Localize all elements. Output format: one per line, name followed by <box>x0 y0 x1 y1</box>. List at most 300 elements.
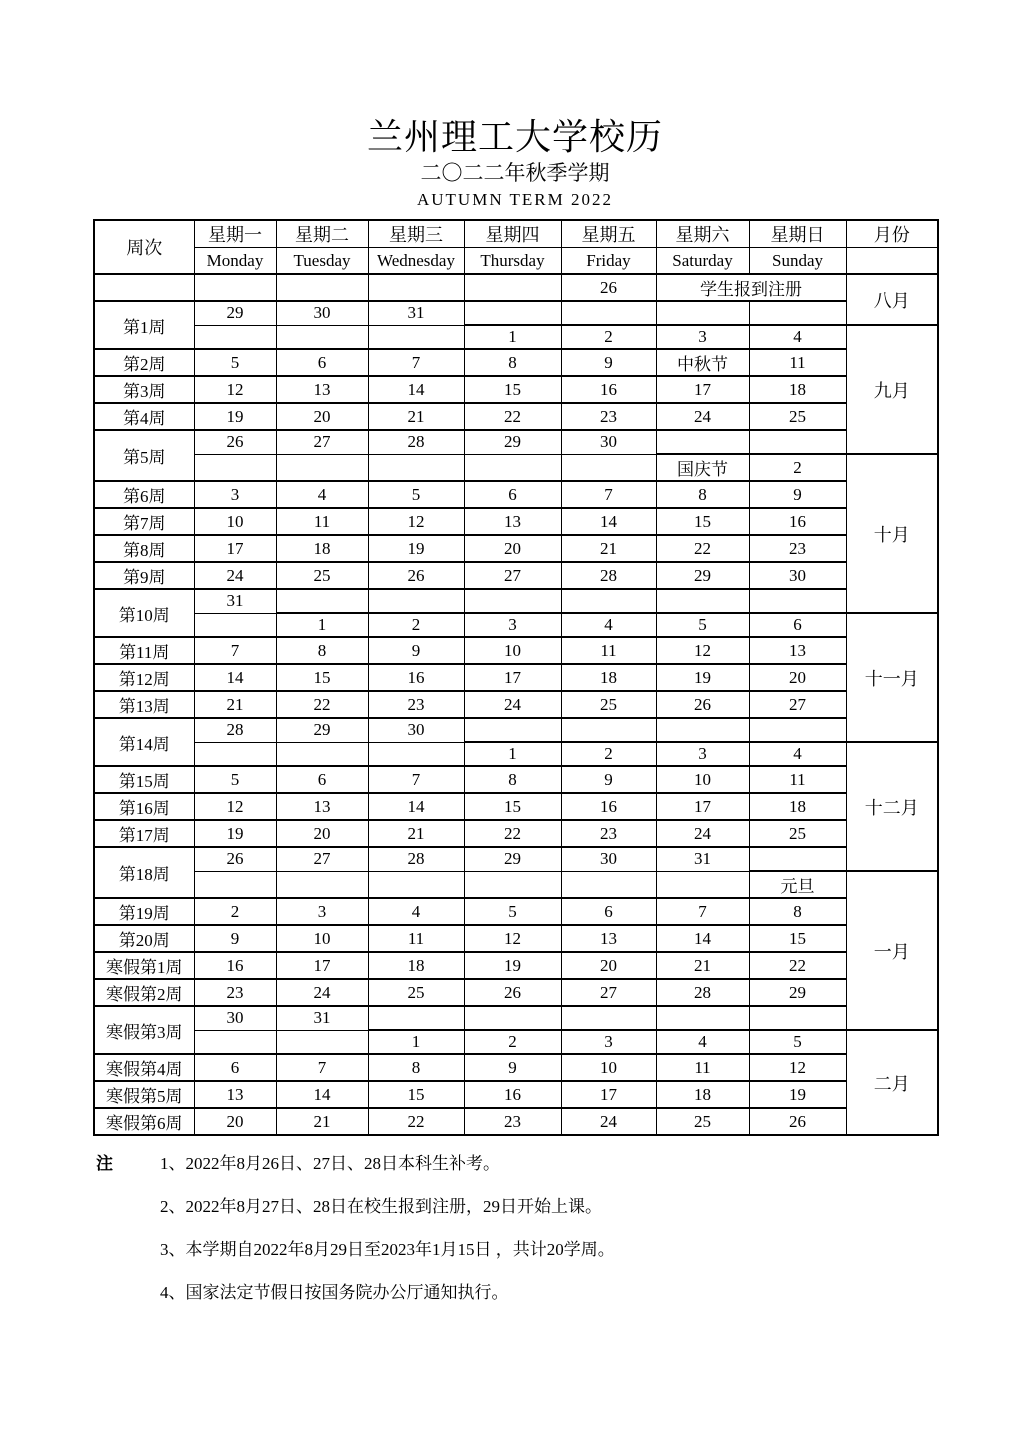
empty-cell <box>561 1006 656 1030</box>
month-label: 八月 <box>846 274 938 325</box>
date-cell: 30 <box>749 562 846 589</box>
empty-cell <box>276 589 368 613</box>
date-cell: 11 <box>749 766 846 793</box>
date-cell: 5 <box>464 898 561 925</box>
date-cell: 1 <box>368 1030 464 1054</box>
date-cell: 6 <box>749 613 846 637</box>
empty-cell <box>194 613 276 637</box>
date-cell: 29 <box>656 562 749 589</box>
empty-cell <box>464 589 561 613</box>
date-cell: 22 <box>749 952 846 979</box>
week-label: 第15周 <box>94 766 194 793</box>
date-cell: 29 <box>464 847 561 871</box>
date-cell: 9 <box>368 637 464 664</box>
date-cell: 17 <box>194 535 276 562</box>
date-cell: 8 <box>656 481 749 508</box>
notes-label: 注 <box>96 1154 113 1173</box>
date-cell: 4 <box>749 742 846 766</box>
empty-cell <box>656 589 749 613</box>
date-cell: 24 <box>194 562 276 589</box>
date-cell: 17 <box>276 952 368 979</box>
date-cell: 2 <box>749 454 846 481</box>
date-cell: 29 <box>194 301 276 325</box>
notes-list <box>160 1153 615 1325</box>
calendar-row <box>94 979 938 1006</box>
date-cell: 21 <box>368 820 464 847</box>
empty-cell <box>464 274 561 301</box>
date-cell: 13 <box>276 793 368 820</box>
date-cell: 23 <box>561 403 656 430</box>
date-cell: 18 <box>749 376 846 403</box>
week-label: 寒假第5周 <box>94 1081 194 1108</box>
calendar-row <box>94 274 938 301</box>
date-cell: 10 <box>561 1054 656 1081</box>
week-label: 寒假第2周 <box>94 979 194 1006</box>
date-cell: 27 <box>276 430 368 454</box>
date-cell: 16 <box>194 952 276 979</box>
date-cell: 17 <box>561 1081 656 1108</box>
calendar-row <box>94 952 938 979</box>
date-cell: 23 <box>561 820 656 847</box>
date-cell: 30 <box>276 301 368 325</box>
month-label: 一月 <box>846 871 938 1030</box>
calendar-row <box>94 637 938 664</box>
date-cell: 24 <box>656 403 749 430</box>
day-header-en: Sunday <box>749 248 846 275</box>
date-cell: 4 <box>749 325 846 349</box>
date-cell: 15 <box>368 1081 464 1108</box>
date-cell: 22 <box>368 1108 464 1135</box>
date-cell: 25 <box>656 1108 749 1135</box>
month-column-header: 月份 <box>846 220 938 248</box>
date-cell: 3 <box>194 481 276 508</box>
date-cell: 3 <box>276 898 368 925</box>
empty-cell <box>276 1030 368 1054</box>
date-cell: 6 <box>561 898 656 925</box>
date-cell: 25 <box>749 403 846 430</box>
date-cell: 14 <box>276 1081 368 1108</box>
empty-cell <box>464 454 561 481</box>
date-cell: 14 <box>368 376 464 403</box>
empty-cell <box>749 1006 846 1030</box>
calendar-row <box>94 1006 938 1030</box>
date-cell: 21 <box>194 691 276 718</box>
calendar-body <box>94 274 938 1135</box>
date-cell: 16 <box>368 664 464 691</box>
calendar-row <box>94 430 938 454</box>
date-cell: 21 <box>656 952 749 979</box>
week-label: 寒假第3周 <box>94 1006 194 1054</box>
date-cell: 15 <box>749 925 846 952</box>
date-cell: 3 <box>656 742 749 766</box>
date-cell: 8 <box>368 1054 464 1081</box>
date-cell: 15 <box>464 793 561 820</box>
date-cell: 31 <box>276 1006 368 1030</box>
calendar-row <box>94 742 938 766</box>
date-cell: 25 <box>368 979 464 1006</box>
date-cell: 19 <box>368 535 464 562</box>
date-cell: 3 <box>464 613 561 637</box>
date-cell: 5 <box>656 613 749 637</box>
date-cell: 6 <box>276 766 368 793</box>
empty-cell <box>194 871 276 898</box>
week-label: 第10周 <box>94 589 194 637</box>
date-cell: 17 <box>464 664 561 691</box>
date-cell: 1 <box>464 325 561 349</box>
date-cell: 13 <box>464 508 561 535</box>
date-cell: 8 <box>464 766 561 793</box>
day-header-en: Friday <box>561 248 656 275</box>
day-header-cn: 星期二 <box>276 220 368 248</box>
date-cell: 11 <box>561 637 656 664</box>
calendar-row <box>94 871 938 898</box>
month-label: 十一月 <box>846 613 938 742</box>
week-label: 第19周 <box>94 898 194 925</box>
day-header-cn: 星期六 <box>656 220 749 248</box>
date-cell: 5 <box>194 766 276 793</box>
date-cell: 25 <box>561 691 656 718</box>
date-cell: 18 <box>561 664 656 691</box>
empty-cell <box>561 871 656 898</box>
empty-cell <box>656 1006 749 1030</box>
empty-cell <box>276 742 368 766</box>
date-cell: 17 <box>656 793 749 820</box>
date-cell: 28 <box>368 430 464 454</box>
date-cell: 31 <box>368 301 464 325</box>
date-cell: 19 <box>194 403 276 430</box>
calendar-row <box>94 766 938 793</box>
date-cell: 30 <box>368 718 464 742</box>
date-cell: 9 <box>749 481 846 508</box>
empty-cell <box>368 454 464 481</box>
week-label: 第7周 <box>94 508 194 535</box>
day-header-cn: 星期一 <box>194 220 276 248</box>
calendar-row <box>94 325 938 349</box>
day-header-cn: 星期四 <box>464 220 561 248</box>
empty-cell <box>749 589 846 613</box>
date-cell: 12 <box>194 793 276 820</box>
date-cell: 3 <box>561 1030 656 1054</box>
empty-cell <box>276 871 368 898</box>
empty-cell <box>749 430 846 454</box>
calendar-row <box>94 589 938 613</box>
calendar-row <box>94 664 938 691</box>
calendar-row <box>94 1030 938 1054</box>
empty-cell <box>464 301 561 325</box>
empty-cell <box>194 1030 276 1054</box>
date-cell: 2 <box>368 613 464 637</box>
calendar-header <box>94 220 938 274</box>
date-cell: 22 <box>464 820 561 847</box>
week-label: 第2周 <box>94 349 194 376</box>
calendar-row <box>94 481 938 508</box>
month-label: 十二月 <box>846 742 938 871</box>
note-item: 2、2022年8月27日、28日在校生报到注册，29日开始上课。 <box>160 1197 602 1216</box>
empty-cell <box>749 847 846 871</box>
date-cell: 4 <box>276 481 368 508</box>
date-cell: 24 <box>561 1108 656 1135</box>
date-cell: 22 <box>656 535 749 562</box>
page-title: 兰州理工大学校历 <box>366 117 663 157</box>
empty-cell <box>464 1006 561 1030</box>
notes-section <box>93 1153 937 1325</box>
date-cell: 28 <box>561 562 656 589</box>
day-header-cn: 星期日 <box>749 220 846 248</box>
document-content <box>93 0 937 1325</box>
date-cell: 27 <box>749 691 846 718</box>
date-cell: 24 <box>276 979 368 1006</box>
date-cell: 19 <box>656 664 749 691</box>
empty-cell <box>276 325 368 349</box>
calendar-row <box>94 301 938 325</box>
date-cell: 2 <box>561 325 656 349</box>
date-cell: 11 <box>276 508 368 535</box>
event-cell: 学生报到注册 <box>656 274 846 301</box>
empty-cell <box>368 325 464 349</box>
empty-cell <box>561 454 656 481</box>
date-cell: 20 <box>561 952 656 979</box>
term-subtitle: 二〇二二年秋季学期 <box>420 161 610 185</box>
calendar-row <box>94 403 938 430</box>
month-label: 十月 <box>846 454 938 613</box>
date-cell: 12 <box>368 508 464 535</box>
date-cell: 15 <box>276 664 368 691</box>
date-cell: 31 <box>656 847 749 871</box>
date-cell: 26 <box>464 979 561 1006</box>
date-cell: 18 <box>368 952 464 979</box>
date-cell: 23 <box>464 1108 561 1135</box>
note-item: 4、国家法定节假日按国务院办公厅通知执行。 <box>160 1283 509 1302</box>
date-cell: 31 <box>194 589 276 613</box>
date-cell: 27 <box>561 979 656 1006</box>
date-cell: 26 <box>656 691 749 718</box>
empty-cell <box>656 871 749 898</box>
date-cell: 25 <box>749 820 846 847</box>
term-subtitle-english: AUTUMN TERM 2022 <box>416 190 614 209</box>
week-label: 第12周 <box>94 664 194 691</box>
date-cell: 27 <box>276 847 368 871</box>
week-label: 第5周 <box>94 430 194 481</box>
date-cell: 29 <box>749 979 846 1006</box>
week-label: 第13周 <box>94 691 194 718</box>
date-cell: 2 <box>194 898 276 925</box>
date-cell: 7 <box>368 766 464 793</box>
date-cell: 26 <box>749 1108 846 1135</box>
date-cell: 30 <box>561 847 656 871</box>
event-cell: 国庆节 <box>656 454 749 481</box>
week-label: 第20周 <box>94 925 194 952</box>
calendar-row <box>94 898 938 925</box>
date-cell: 27 <box>464 562 561 589</box>
date-cell: 4 <box>561 613 656 637</box>
day-header-en: Tuesday <box>276 248 368 275</box>
date-cell: 11 <box>368 925 464 952</box>
date-cell: 18 <box>749 793 846 820</box>
day-header-cn: 星期五 <box>561 220 656 248</box>
date-cell: 19 <box>749 1081 846 1108</box>
week-label: 第17周 <box>94 820 194 847</box>
calendar-row <box>94 925 938 952</box>
empty-cell <box>368 274 464 301</box>
month-label: 二月 <box>846 1030 938 1135</box>
date-cell: 9 <box>464 1054 561 1081</box>
date-cell: 20 <box>749 664 846 691</box>
date-cell: 11 <box>749 349 846 376</box>
date-cell: 24 <box>656 820 749 847</box>
calendar-row <box>94 793 938 820</box>
week-label: 第6周 <box>94 481 194 508</box>
week-label: 第8周 <box>94 535 194 562</box>
date-cell: 23 <box>749 535 846 562</box>
empty-cell <box>656 718 749 742</box>
date-cell: 8 <box>749 898 846 925</box>
day-header-en: Wednesday <box>368 248 464 275</box>
date-cell: 12 <box>194 376 276 403</box>
date-cell: 13 <box>276 376 368 403</box>
week-label: 第14周 <box>94 718 194 766</box>
week-label <box>94 274 194 301</box>
date-cell: 28 <box>656 979 749 1006</box>
date-cell: 3 <box>656 325 749 349</box>
empty-cell <box>368 1006 464 1030</box>
date-cell: 24 <box>464 691 561 718</box>
calendar-row <box>94 349 938 376</box>
date-cell: 23 <box>368 691 464 718</box>
date-cell: 16 <box>464 1081 561 1108</box>
date-cell: 28 <box>368 847 464 871</box>
week-label: 寒假第1周 <box>94 952 194 979</box>
date-cell: 18 <box>276 535 368 562</box>
week-label: 第1周 <box>94 301 194 349</box>
date-cell: 30 <box>194 1006 276 1030</box>
date-cell: 2 <box>561 742 656 766</box>
date-cell: 7 <box>656 898 749 925</box>
date-cell: 10 <box>194 508 276 535</box>
empty-cell <box>561 301 656 325</box>
date-cell: 22 <box>276 691 368 718</box>
date-cell: 8 <box>276 637 368 664</box>
week-label: 第9周 <box>94 562 194 589</box>
day-header-cn: 星期三 <box>368 220 464 248</box>
empty-cell <box>561 589 656 613</box>
empty-cell <box>194 274 276 301</box>
date-cell: 6 <box>276 349 368 376</box>
date-cell: 14 <box>656 925 749 952</box>
month-label: 九月 <box>846 325 938 454</box>
week-label: 第16周 <box>94 793 194 820</box>
date-cell: 13 <box>194 1081 276 1108</box>
week-label: 寒假第4周 <box>94 1054 194 1081</box>
week-label: 第18周 <box>94 847 194 898</box>
week-column-header: 周次 <box>94 220 194 274</box>
date-cell: 26 <box>561 274 656 301</box>
calendar-row <box>94 508 938 535</box>
empty-cell <box>656 301 749 325</box>
date-cell: 5 <box>194 349 276 376</box>
date-cell: 21 <box>276 1108 368 1135</box>
date-cell: 28 <box>194 718 276 742</box>
calendar-row <box>94 1108 938 1135</box>
day-header-en: Saturday <box>656 248 749 275</box>
calendar-row <box>94 535 938 562</box>
month-header-spacer <box>846 248 938 275</box>
empty-cell <box>561 718 656 742</box>
date-cell: 15 <box>656 508 749 535</box>
calendar-row <box>94 613 938 637</box>
date-cell: 21 <box>561 535 656 562</box>
date-cell: 13 <box>561 925 656 952</box>
date-cell: 8 <box>464 349 561 376</box>
empty-cell <box>194 325 276 349</box>
calendar-row <box>94 847 938 871</box>
week-label: 第4周 <box>94 403 194 430</box>
date-cell: 15 <box>464 376 561 403</box>
date-cell: 19 <box>464 952 561 979</box>
date-cell: 20 <box>194 1108 276 1135</box>
date-cell: 26 <box>194 847 276 871</box>
date-cell: 4 <box>656 1030 749 1054</box>
date-cell: 26 <box>368 562 464 589</box>
note-item: 1、2022年8月26日、27日、28日本科生补考。 <box>160 1154 500 1173</box>
empty-cell <box>368 871 464 898</box>
date-cell: 7 <box>368 349 464 376</box>
date-cell: 1 <box>276 613 368 637</box>
date-cell: 12 <box>656 637 749 664</box>
date-cell: 10 <box>276 925 368 952</box>
date-cell: 20 <box>276 820 368 847</box>
date-cell: 26 <box>194 430 276 454</box>
date-cell: 7 <box>194 637 276 664</box>
date-cell: 11 <box>656 1054 749 1081</box>
date-cell: 18 <box>656 1081 749 1108</box>
calendar-row <box>94 454 938 481</box>
date-cell: 14 <box>194 664 276 691</box>
date-cell: 2 <box>464 1030 561 1054</box>
date-cell: 7 <box>276 1054 368 1081</box>
date-cell: 10 <box>656 766 749 793</box>
empty-cell <box>749 718 846 742</box>
date-cell: 4 <box>368 898 464 925</box>
date-cell: 16 <box>561 793 656 820</box>
date-cell: 29 <box>464 430 561 454</box>
calendar-row <box>94 1081 938 1108</box>
date-cell: 10 <box>464 637 561 664</box>
date-cell: 5 <box>749 1030 846 1054</box>
day-header-en: Thursday <box>464 248 561 275</box>
event-cell: 元旦 <box>749 871 846 898</box>
calendar-row <box>94 1054 938 1081</box>
date-cell: 13 <box>749 637 846 664</box>
empty-cell <box>368 742 464 766</box>
week-label: 第3周 <box>94 376 194 403</box>
date-cell: 30 <box>561 430 656 454</box>
calendar-row <box>94 562 938 589</box>
empty-cell <box>194 742 276 766</box>
event-cell: 中秋节 <box>656 349 749 376</box>
date-cell: 20 <box>464 535 561 562</box>
date-cell: 12 <box>749 1054 846 1081</box>
calendar-row <box>94 376 938 403</box>
date-cell: 6 <box>464 481 561 508</box>
date-cell: 1 <box>464 742 561 766</box>
week-label: 第11周 <box>94 637 194 664</box>
empty-cell <box>194 454 276 481</box>
date-cell: 16 <box>749 508 846 535</box>
date-cell: 21 <box>368 403 464 430</box>
empty-cell <box>464 871 561 898</box>
calendar-row <box>94 718 938 742</box>
date-cell: 5 <box>368 481 464 508</box>
